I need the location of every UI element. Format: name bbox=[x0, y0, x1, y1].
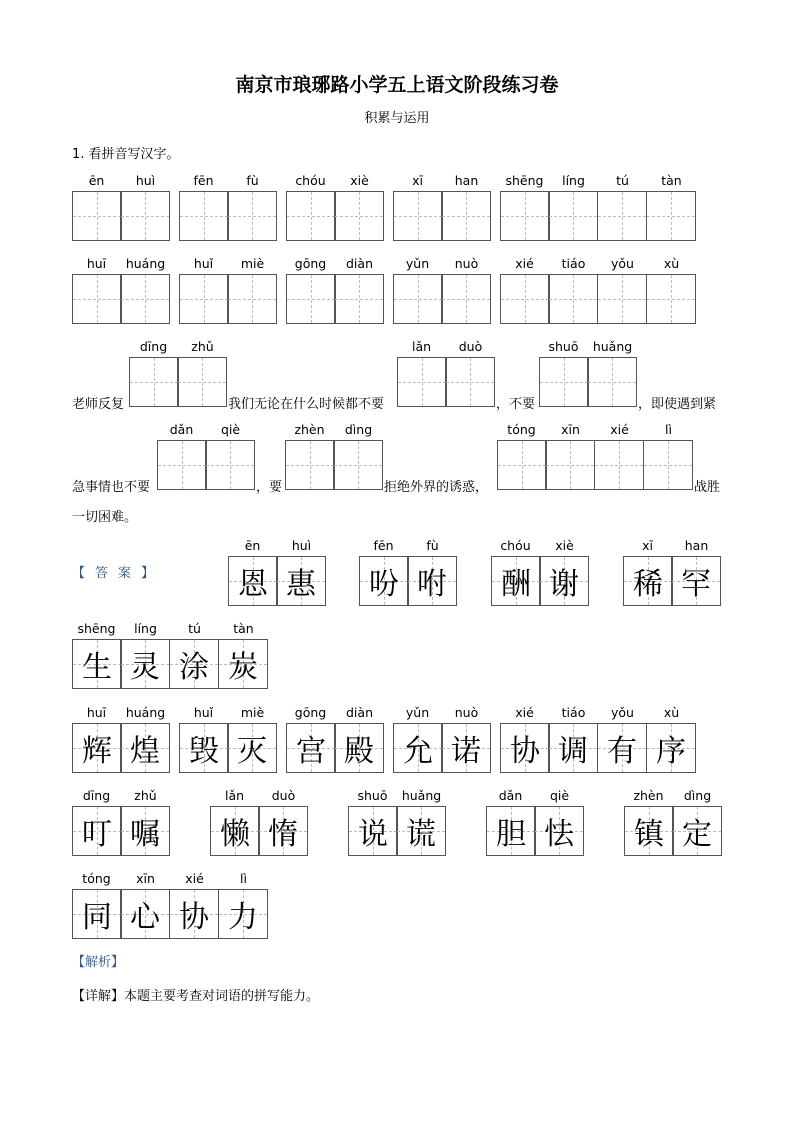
writing-box[interactable] bbox=[179, 274, 229, 324]
answer-character: 辉 bbox=[82, 734, 112, 769]
answer-character: 吩 bbox=[369, 567, 399, 602]
pinyin-label: chóu bbox=[295, 173, 326, 188]
answer-character: 协 bbox=[510, 734, 540, 769]
word-grid bbox=[228, 536, 326, 606]
pinyin-label: xīn bbox=[561, 422, 580, 437]
pinyin-label: xié bbox=[515, 256, 534, 271]
answer-character: 灵 bbox=[130, 650, 160, 685]
writing-box[interactable] bbox=[445, 357, 495, 407]
answer-character: 宫 bbox=[296, 734, 326, 769]
pinyin-label: dīng bbox=[82, 788, 111, 803]
answer-label: 【答案】 bbox=[72, 566, 165, 581]
answer-char-box bbox=[534, 806, 584, 856]
pinyin-label: xié bbox=[515, 705, 534, 720]
answer-char-box bbox=[169, 889, 219, 939]
answer-char-box bbox=[359, 556, 409, 606]
pinyin-label: miè bbox=[240, 256, 265, 271]
answer-character: 心 bbox=[130, 900, 160, 935]
pinyin-label: shuō bbox=[548, 339, 579, 354]
answer-character: 调 bbox=[558, 734, 588, 769]
writing-box[interactable] bbox=[285, 440, 335, 490]
sentence-text: 拒绝外界的诱惑， bbox=[384, 480, 489, 495]
writing-box[interactable] bbox=[334, 274, 384, 324]
sentence-text: 一切困难。 bbox=[72, 510, 138, 525]
pinyin-label: diàn bbox=[346, 256, 373, 271]
word-grid bbox=[393, 703, 491, 773]
writing-box[interactable] bbox=[120, 274, 170, 324]
pinyin-label: duò bbox=[271, 788, 296, 803]
section-title: 积累与运用 bbox=[364, 111, 430, 126]
word-grid bbox=[72, 254, 170, 324]
pinyin-label: duò bbox=[458, 339, 483, 354]
writing-box[interactable] bbox=[539, 357, 589, 407]
answer-char-box bbox=[286, 723, 336, 773]
answer-char-box bbox=[624, 806, 674, 856]
answer-char-box bbox=[120, 889, 170, 939]
word-grid bbox=[286, 171, 384, 241]
answer-char-box bbox=[623, 556, 673, 606]
answer-char-box bbox=[672, 806, 722, 856]
word-grid bbox=[623, 536, 721, 606]
answer-character: 怯 bbox=[544, 817, 574, 852]
answer-character: 毁 bbox=[189, 734, 219, 769]
sentence-text: 急事情也不要 bbox=[72, 480, 151, 495]
writing-box[interactable] bbox=[334, 191, 384, 241]
writing-box[interactable] bbox=[548, 274, 598, 324]
word-grid bbox=[72, 619, 268, 689]
word-grid bbox=[72, 786, 170, 856]
writing-box[interactable] bbox=[205, 440, 255, 490]
answer-char-box bbox=[228, 556, 278, 606]
writing-box[interactable] bbox=[441, 191, 491, 241]
pinyin-label: huáng bbox=[125, 705, 166, 720]
pinyin-label: huǎng bbox=[592, 339, 633, 354]
pinyin-label: diàn bbox=[346, 705, 373, 720]
writing-box[interactable] bbox=[497, 440, 547, 490]
pinyin-label: tóng bbox=[82, 871, 111, 886]
writing-box[interactable] bbox=[646, 191, 696, 241]
pinyin-label: han bbox=[454, 173, 479, 188]
answer-character: 胆 bbox=[496, 817, 526, 852]
pinyin-label: huǎng bbox=[401, 788, 442, 803]
answer-character: 有 bbox=[607, 734, 637, 769]
answer-character: 力 bbox=[228, 900, 258, 935]
pinyin-label: fù bbox=[426, 538, 439, 553]
answer-char-box bbox=[179, 723, 229, 773]
pinyin-label: tàn bbox=[233, 621, 254, 636]
word-grid bbox=[157, 420, 255, 490]
word-grid bbox=[179, 171, 277, 241]
answer-character: 谎 bbox=[406, 817, 436, 852]
pinyin-label: fēn bbox=[193, 173, 214, 188]
pinyin-label: tiáo bbox=[561, 705, 586, 720]
answer-char-box bbox=[597, 723, 647, 773]
word-grid bbox=[624, 786, 722, 856]
answer-char-box bbox=[276, 556, 326, 606]
word-grid bbox=[348, 786, 446, 856]
writing-box[interactable] bbox=[594, 440, 644, 490]
answer-char-box bbox=[210, 806, 260, 856]
analysis-label: 【解析】 bbox=[72, 955, 125, 970]
writing-box[interactable] bbox=[177, 357, 227, 407]
pinyin-label: fēn bbox=[373, 538, 394, 553]
pinyin-label: huáng bbox=[125, 256, 166, 271]
answer-char-box bbox=[72, 723, 122, 773]
writing-box[interactable] bbox=[597, 191, 647, 241]
writing-box[interactable] bbox=[120, 191, 170, 241]
pinyin-label: dǎn bbox=[169, 422, 194, 437]
answer-character: 咐 bbox=[417, 567, 447, 602]
word-grid bbox=[500, 703, 696, 773]
answer-char-box bbox=[258, 806, 308, 856]
writing-box[interactable] bbox=[227, 191, 277, 241]
pinyin-label: xī bbox=[412, 173, 423, 188]
answer-character: 嘱 bbox=[130, 817, 160, 852]
answer-character: 惰 bbox=[268, 817, 298, 852]
pinyin-label: tiáo bbox=[561, 256, 586, 271]
word-grid bbox=[486, 786, 584, 856]
pinyin-label: zhǔ bbox=[191, 339, 214, 354]
pinyin-label: xiè bbox=[555, 538, 574, 553]
answer-character: 罕 bbox=[681, 567, 711, 602]
pinyin-label: huì bbox=[135, 173, 156, 188]
answer-char-box bbox=[348, 806, 398, 856]
answer-character: 灭 bbox=[237, 734, 267, 769]
answer-character: 生 bbox=[82, 650, 112, 685]
answer-char-box bbox=[334, 723, 384, 773]
sentence-text: ，要 bbox=[256, 480, 283, 495]
writing-box[interactable] bbox=[72, 191, 122, 241]
sentence-text: ，即使遇到紧 bbox=[638, 397, 717, 412]
writing-box[interactable] bbox=[179, 191, 229, 241]
pinyin-label: han bbox=[684, 538, 709, 553]
pinyin-label: shēng bbox=[505, 173, 544, 188]
pinyin-label: shuō bbox=[357, 788, 388, 803]
pinyin-label: huǐ bbox=[193, 256, 214, 271]
writing-box[interactable] bbox=[587, 357, 637, 407]
answer-character: 协 bbox=[179, 900, 209, 935]
word-grid bbox=[210, 786, 308, 856]
writing-box[interactable] bbox=[500, 191, 550, 241]
word-grid bbox=[72, 171, 170, 241]
answer-character: 谢 bbox=[549, 567, 579, 602]
answer-character: 涂 bbox=[179, 650, 209, 685]
answer-char-box bbox=[646, 723, 696, 773]
analysis-detail: 【详解】本题主要考查对词语的拼写能力。 bbox=[72, 989, 320, 1004]
writing-box[interactable] bbox=[393, 191, 443, 241]
answer-char-box bbox=[120, 723, 170, 773]
answer-character: 恩 bbox=[238, 567, 268, 602]
word-grid bbox=[539, 337, 637, 407]
pinyin-label: gōng bbox=[294, 705, 327, 720]
answer-char-box bbox=[441, 723, 491, 773]
word-grid bbox=[72, 869, 268, 939]
word-grid bbox=[286, 254, 384, 324]
writing-box[interactable] bbox=[333, 440, 383, 490]
pinyin-label: xù bbox=[663, 705, 680, 720]
word-grid bbox=[497, 420, 693, 490]
sentence-text: 战胜 bbox=[694, 480, 721, 495]
writing-box[interactable] bbox=[548, 191, 598, 241]
word-grid bbox=[393, 254, 491, 324]
answer-character: 说 bbox=[358, 817, 388, 852]
pinyin-label: shēng bbox=[77, 621, 116, 636]
answer-char-box bbox=[396, 806, 446, 856]
word-grid bbox=[179, 254, 277, 324]
word-grid bbox=[286, 703, 384, 773]
answer-character: 懒 bbox=[220, 817, 250, 852]
word-grid bbox=[72, 703, 170, 773]
pinyin-label: xiè bbox=[350, 173, 369, 188]
answer-char-box bbox=[500, 723, 550, 773]
pinyin-label: zhèn bbox=[633, 788, 664, 803]
answer-character: 酬 bbox=[501, 567, 531, 602]
pinyin-label: nuò bbox=[454, 256, 479, 271]
word-grid bbox=[500, 171, 696, 241]
pinyin-label: zhǔ bbox=[134, 788, 157, 803]
pinyin-label: tú bbox=[616, 173, 629, 188]
writing-box[interactable] bbox=[72, 274, 122, 324]
pinyin-label: ēn bbox=[244, 538, 261, 553]
pinyin-label: tóng bbox=[507, 422, 536, 437]
pinyin-label: xī bbox=[642, 538, 653, 553]
answer-character: 允 bbox=[403, 734, 433, 769]
writing-box[interactable] bbox=[286, 274, 336, 324]
page-title: 南京市琅琊路小学五上语文阶段练习卷 bbox=[235, 74, 559, 96]
pinyin-label: dīng bbox=[139, 339, 168, 354]
writing-box[interactable] bbox=[643, 440, 693, 490]
pinyin-label: xié bbox=[610, 422, 629, 437]
answer-character: 同 bbox=[82, 900, 112, 935]
pinyin-label: líng bbox=[134, 621, 157, 636]
pinyin-label: dìng bbox=[344, 422, 373, 437]
pinyin-label: chóu bbox=[500, 538, 531, 553]
answer-char-box bbox=[72, 639, 122, 689]
answer-char-box bbox=[72, 889, 122, 939]
pinyin-label: tú bbox=[188, 621, 201, 636]
answer-char-box bbox=[72, 806, 122, 856]
word-grid bbox=[285, 420, 383, 490]
writing-box[interactable] bbox=[129, 357, 179, 407]
answer-character: 定 bbox=[682, 817, 712, 852]
answer-char-box bbox=[120, 806, 170, 856]
answer-character: 稀 bbox=[633, 567, 663, 602]
question-prompt: 1. 看拼音写汉字。 bbox=[72, 147, 180, 162]
answer-char-box bbox=[407, 556, 457, 606]
answer-char-box bbox=[227, 723, 277, 773]
pinyin-label: yǔn bbox=[405, 705, 430, 720]
pinyin-label: yǔn bbox=[405, 256, 430, 271]
word-grid bbox=[491, 536, 589, 606]
pinyin-label: fù bbox=[246, 173, 259, 188]
answer-character: 炭 bbox=[228, 650, 258, 685]
answer-char-box bbox=[120, 639, 170, 689]
answer-char-box bbox=[548, 723, 598, 773]
answer-char-box bbox=[218, 639, 268, 689]
pinyin-label: huī bbox=[86, 256, 107, 271]
writing-box[interactable] bbox=[597, 274, 647, 324]
answer-character: 煌 bbox=[130, 734, 160, 769]
writing-box[interactable] bbox=[500, 274, 550, 324]
pinyin-label: qiè bbox=[549, 788, 570, 803]
writing-box[interactable] bbox=[646, 274, 696, 324]
answer-char-box bbox=[393, 723, 443, 773]
writing-box[interactable] bbox=[157, 440, 207, 490]
pinyin-label: qiè bbox=[220, 422, 241, 437]
pinyin-label: xù bbox=[663, 256, 680, 271]
pinyin-label: ēn bbox=[88, 173, 105, 188]
pinyin-label: huì bbox=[291, 538, 312, 553]
pinyin-label: tàn bbox=[661, 173, 682, 188]
writing-box[interactable] bbox=[227, 274, 277, 324]
pinyin-label: huī bbox=[86, 705, 107, 720]
pinyin-label: zhèn bbox=[294, 422, 325, 437]
sentence-text: 老师反复 bbox=[72, 397, 125, 412]
answer-character: 叮 bbox=[82, 817, 112, 852]
writing-box[interactable] bbox=[441, 274, 491, 324]
pinyin-label: xié bbox=[185, 871, 204, 886]
pinyin-label: dìng bbox=[683, 788, 712, 803]
pinyin-label: lì bbox=[665, 422, 672, 437]
word-grid bbox=[397, 337, 495, 407]
pinyin-label: gōng bbox=[294, 256, 327, 271]
answer-character: 惠 bbox=[286, 567, 316, 602]
writing-box[interactable] bbox=[397, 357, 447, 407]
answer-char-box bbox=[486, 806, 536, 856]
pinyin-label: yǒu bbox=[611, 256, 634, 271]
pinyin-label: lǎn bbox=[411, 339, 432, 354]
writing-box[interactable] bbox=[286, 191, 336, 241]
answer-char-box bbox=[671, 556, 721, 606]
word-grid bbox=[393, 171, 491, 241]
pinyin-label: xīn bbox=[136, 871, 155, 886]
answer-character: 序 bbox=[656, 734, 686, 769]
answer-character: 殿 bbox=[344, 734, 374, 769]
pinyin-label: líng bbox=[562, 173, 585, 188]
pinyin-label: dǎn bbox=[498, 788, 523, 803]
word-grid bbox=[500, 254, 696, 324]
answer-character: 镇 bbox=[634, 817, 664, 852]
pinyin-label: huǐ bbox=[193, 705, 214, 720]
pinyin-label: nuò bbox=[454, 705, 479, 720]
answer-char-box bbox=[218, 889, 268, 939]
answer-character: 诺 bbox=[451, 734, 481, 769]
pinyin-label: lǎn bbox=[224, 788, 245, 803]
word-grid bbox=[359, 536, 457, 606]
sentence-text: ，不要 bbox=[496, 397, 536, 412]
sentence-text: 我们无论在什么时候都不要 bbox=[228, 397, 385, 412]
word-grid bbox=[179, 703, 277, 773]
answer-char-box bbox=[539, 556, 589, 606]
answer-char-box bbox=[491, 556, 541, 606]
writing-box[interactable] bbox=[393, 274, 443, 324]
pinyin-label: miè bbox=[240, 705, 265, 720]
pinyin-label: lì bbox=[240, 871, 247, 886]
word-grid bbox=[129, 337, 227, 407]
answer-char-box bbox=[169, 639, 219, 689]
pinyin-label: yǒu bbox=[611, 705, 634, 720]
writing-box[interactable] bbox=[545, 440, 595, 490]
